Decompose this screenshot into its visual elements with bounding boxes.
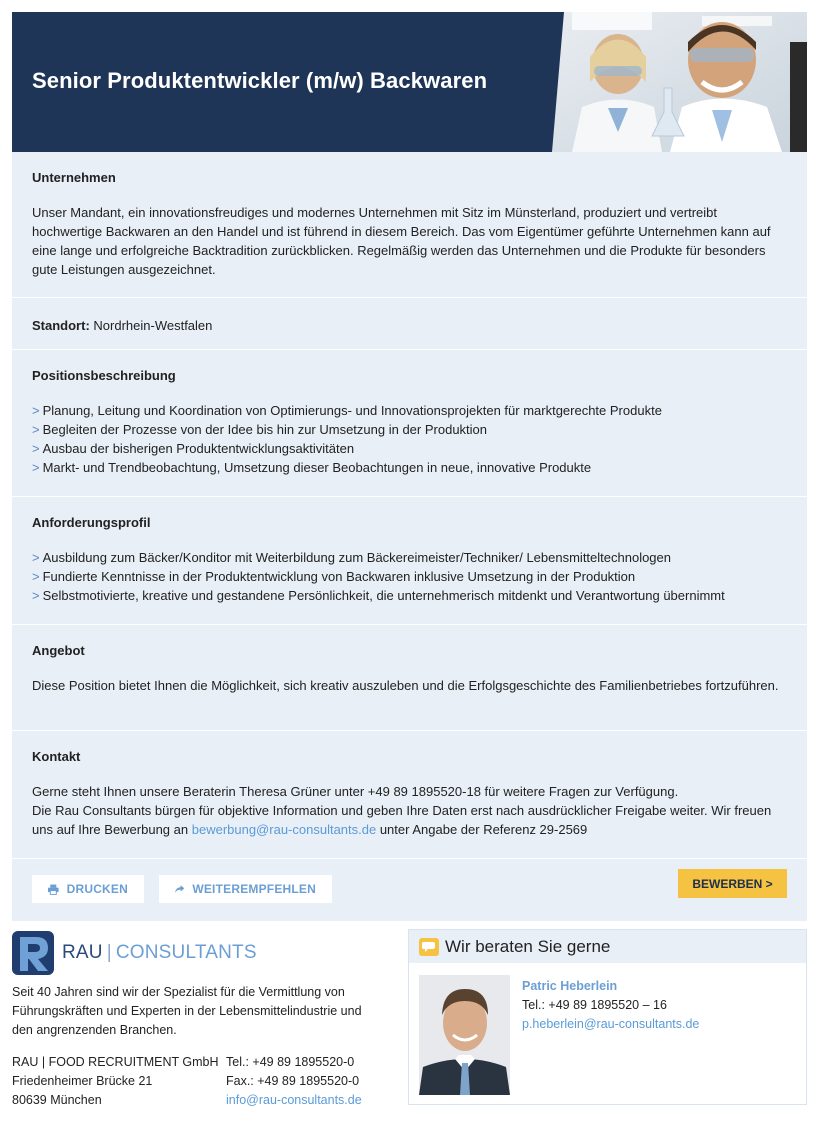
location-label: Standort: (32, 318, 90, 333)
rau-consultants-logo[interactable] (12, 931, 257, 975)
company-section (12, 152, 807, 298)
job-title: Senior Produktentwickler (m/w) Backwaren (32, 68, 488, 93)
share-arrow-icon (175, 883, 184, 895)
action-bar (12, 859, 807, 921)
advisor-box (408, 929, 807, 1105)
company-name: RAU | FOOD RECRUITMENT GmbH (12, 1055, 219, 1069)
recommend-label: WEITEREMPFEHLEN (192, 882, 316, 896)
list-item: > Ausbildung zum Bäcker/Konditor mit Weiterbildung zum Bäckereimeister/Techniker/ Lebensmitteltechnologen (32, 550, 671, 565)
offer-text: Diese Position bietet Ihnen die Möglichkeit, sich kreativ auszuleben und die Erfolgsgeschichte des Familienbetriebes fortzuführen. (32, 678, 779, 693)
footer-tel: Tel.: +49 89 1895520-0 (226, 1055, 355, 1069)
chevron-right-icon: > (32, 569, 40, 584)
advisor-header (409, 930, 806, 963)
footer-fax: Fax.: +49 89 1895520-0 (226, 1074, 360, 1088)
position-list (32, 401, 787, 477)
print-label: DRUCKEN (66, 882, 128, 896)
contact-line-1: Gerne steht Ihnen unsere Beraterin Theresa Grüner unter +49 89 1895520-18 für weitere Fragen zur Verfügung. (32, 784, 679, 799)
chevron-right-icon: > (32, 588, 40, 603)
city: 80639 München (12, 1093, 102, 1107)
footer-contact (226, 1053, 362, 1110)
print-button[interactable] (32, 875, 144, 903)
footer-address (12, 1053, 219, 1110)
requirements-section (12, 497, 807, 625)
chat-bubble-icon (419, 938, 439, 956)
advisor-name: Patric Heberlein (522, 979, 618, 993)
location-value: Nordrhein-Westfalen (93, 318, 213, 333)
contact-line-2: Die Rau Consultants bürgen für objektive Information und geben Ihre Daten erst nach ausdrücklicher Freigabe weiter. Wir freuen uns auf Ihre Bewerbung an bewerbung@rau-consultants.de unter Angabe der Referenz 29-2569 (32, 803, 772, 837)
job-posting-page (12, 12, 807, 1129)
chevron-right-icon: > (32, 441, 40, 456)
apply-button[interactable]: BEWERBEN > (678, 869, 787, 898)
requirements-list (32, 548, 787, 605)
position-heading: Positionsbeschreibung (32, 368, 176, 383)
printer-icon (48, 883, 59, 896)
chevron-right-icon: > (32, 403, 40, 418)
advisor-info (522, 977, 699, 1034)
list-item: > Selbstmotivierte, kreative und gestandene Persönlichkeit, die unternehmerisch mitdenkt und Verantwortung übernimmt (32, 588, 725, 603)
company-heading: Unternehmen (32, 170, 116, 185)
offer-section (12, 625, 807, 731)
list-item: > Planung, Leitung und Koordination von Optimierungs- und Innovationsprojekten für marktgerechte Produkte (32, 403, 662, 418)
logo-mark-icon (12, 931, 54, 975)
contact-section (12, 731, 807, 859)
offer-heading: Angebot (32, 643, 85, 658)
advisor-email-link[interactable]: p.heberlein@rau-consultants.de (522, 1017, 700, 1031)
footer-email-link[interactable]: info@rau-consultants.de (226, 1093, 362, 1107)
advisor-title: Wir beraten Sie gerne (445, 936, 611, 956)
chevron-right-icon: > (32, 460, 40, 475)
contact-heading: Kontakt (32, 749, 81, 764)
chevron-right-icon: > (32, 422, 40, 437)
logo-wordmark: RAU | CONSULTANTS (62, 942, 257, 963)
job-details-panel (12, 152, 807, 921)
list-item: > Markt- und Trendbeobachtung, Umsetzung dieser Beobachtungen in neue, innovative Produkte (32, 460, 592, 475)
footer (12, 921, 807, 1129)
position-section (12, 350, 807, 497)
recommend-button[interactable] (159, 875, 332, 903)
company-text: Unser Mandant, ein innovationsfreudiges und modernes Unternehmen mit Sitz im Münsterland, produziert und vertreibt hochwertige Backwaren an den Handel und ist führend in diesem Bereich. Das vom Eigentümer geführte Unternehmen kann auf eine lange und erfolgreiche Backtradition zurückblicken. Regelmäßig werden das Unternehmen und die Produkte für besonders gute Leistungen ausgezeichnet. (32, 205, 771, 277)
list-item: > Begleiten der Prozesse von der Idee bis hin zur Umsetzung in der Produktion (32, 422, 488, 437)
location-section (12, 298, 807, 350)
lab-scientists-photo (552, 12, 807, 152)
application-email-link[interactable]: bewerbung@rau-consultants.de (191, 822, 377, 837)
chevron-right-icon: > (32, 550, 40, 565)
street: Friedenheimer Brücke 21 (12, 1074, 153, 1088)
list-item: > Ausbau der bisherigen Produktentwicklungsaktivitäten (32, 441, 355, 456)
footer-description: Seit 40 Jahren sind wir der Spezialist für die Vermittlung von Führungskräften und Experten in der Lebensmittelindustrie und den angrenzenden Branchen. (12, 985, 362, 1037)
job-header (12, 12, 807, 152)
list-item: > Fundierte Kenntnisse in der Produktentwicklung von Backwaren inklusive Umsetzung in der Produktion (32, 569, 636, 584)
advisor-portrait (419, 975, 510, 1095)
requirements-heading: Anforderungsprofil (32, 515, 151, 530)
advisor-tel: Tel.: +49 89 1895520 – 16 (522, 998, 667, 1012)
location-line (32, 316, 787, 335)
